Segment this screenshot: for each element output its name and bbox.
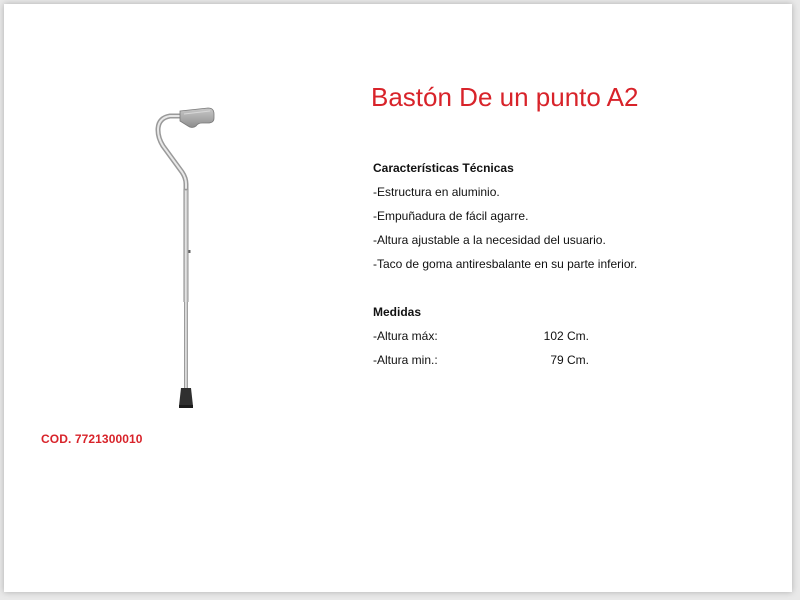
specifications bbox=[373, 156, 753, 372]
measure-value: 102 Cm. bbox=[543, 329, 589, 343]
technical-item: -Estructura en aluminio. bbox=[373, 185, 500, 199]
measure-label: -Altura máx: bbox=[373, 329, 438, 343]
product-title: Bastón De un punto A2 bbox=[371, 82, 639, 112]
technical-heading: Características Técnicas bbox=[373, 161, 514, 175]
cane-image bbox=[144, 100, 234, 412]
measure-row-min bbox=[373, 348, 753, 372]
measure-row-max bbox=[373, 324, 753, 348]
product-sheet bbox=[4, 4, 792, 592]
spacer bbox=[373, 276, 753, 300]
measure-value: 79 Cm. bbox=[550, 353, 589, 367]
technical-item: -Empuñadura de fácil agarre. bbox=[373, 209, 529, 223]
technical-item: -Altura ajustable a la necesidad del usuario. bbox=[373, 233, 606, 247]
measure-label: -Altura min.: bbox=[373, 353, 438, 367]
product-code: COD. 7721300010 bbox=[41, 432, 143, 446]
measures-heading: Medidas bbox=[373, 305, 422, 319]
technical-item: -Taco de goma antiresbalante en su parte inferior. bbox=[373, 257, 638, 271]
